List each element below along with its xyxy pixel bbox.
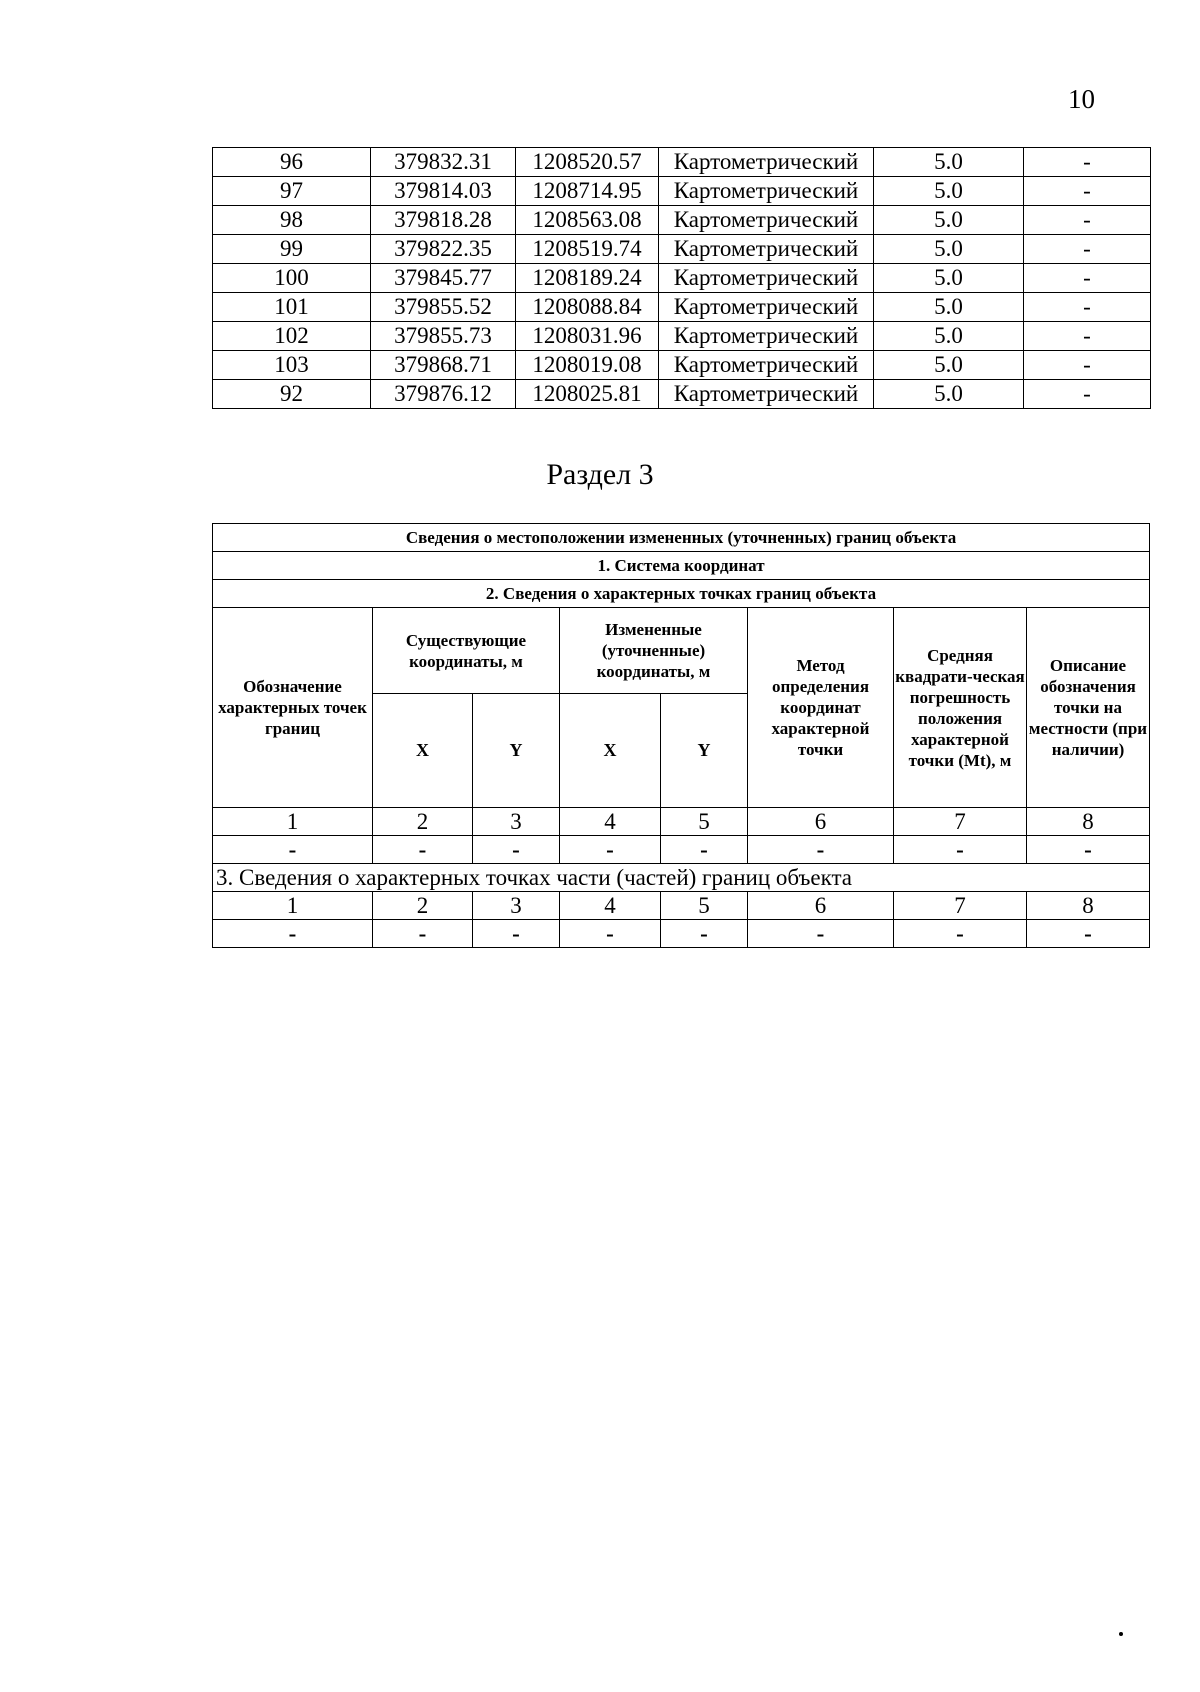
accuracy-cell: 5.0: [874, 380, 1024, 409]
coord-x-cell: 379855.52: [371, 293, 516, 322]
empty-cell: -: [748, 920, 894, 948]
description-cell: -: [1024, 177, 1151, 206]
empty-cell: -: [213, 836, 373, 864]
empty-cell: -: [473, 920, 560, 948]
column-number: 4: [560, 892, 661, 920]
header-existing-x: X: [373, 694, 473, 808]
point-number-cell: 99: [213, 235, 371, 264]
coord-x-cell: 379822.35: [371, 235, 516, 264]
point-row: [213, 264, 1151, 293]
empty-cell: -: [1027, 920, 1150, 948]
column-number: 8: [1027, 892, 1150, 920]
point-row: [213, 235, 1151, 264]
point-row: [213, 380, 1151, 409]
point-row: [213, 177, 1151, 206]
coord-x-cell: 379868.71: [371, 351, 516, 380]
coord-y-cell: 1208088.84: [516, 293, 659, 322]
point-number-cell: 102: [213, 322, 371, 351]
accuracy-cell: 5.0: [874, 148, 1024, 177]
column-number: 6: [748, 892, 894, 920]
accuracy-cell: 5.0: [874, 235, 1024, 264]
coord-x-cell: 379876.12: [371, 380, 516, 409]
point-row: [213, 351, 1151, 380]
method-cell: Картометрический: [659, 235, 874, 264]
empty-cell: -: [894, 920, 1027, 948]
column-number: 2: [373, 808, 473, 836]
point-number-cell: 100: [213, 264, 371, 293]
header-changed-x: X: [560, 694, 661, 808]
coord-y-cell: 1208025.81: [516, 380, 659, 409]
coord-y-cell: 1208714.95: [516, 177, 659, 206]
empty-cell: -: [473, 836, 560, 864]
column-number: 7: [894, 892, 1027, 920]
accuracy-cell: 5.0: [874, 293, 1024, 322]
description-cell: -: [1024, 206, 1151, 235]
description-cell: -: [1024, 148, 1151, 177]
column-numbers-row: [213, 808, 1150, 836]
column-number: 1: [213, 808, 373, 836]
section3-table: [212, 523, 1150, 948]
column-number: 3: [473, 808, 560, 836]
coord-x-cell: 379832.31: [371, 148, 516, 177]
accuracy-cell: 5.0: [874, 206, 1024, 235]
header-description: Описание обозначения точки на местности (при наличии): [1027, 608, 1150, 808]
coord-y-cell: 1208189.24: [516, 264, 659, 293]
empty-cell: -: [748, 836, 894, 864]
column-number: 7: [894, 808, 1027, 836]
empty-cell: -: [661, 836, 748, 864]
coord-x-cell: 379818.28: [371, 206, 516, 235]
description-cell: -: [1024, 235, 1151, 264]
point-number-cell: 96: [213, 148, 371, 177]
description-cell: -: [1024, 293, 1151, 322]
method-cell: Картометрический: [659, 293, 874, 322]
part-points-heading: 3. Сведения о характерных точках части (частей) границ объекта: [213, 864, 1150, 892]
empty-cell: -: [213, 920, 373, 948]
empty-cell: -: [560, 836, 661, 864]
empty-row: [213, 920, 1150, 948]
description-cell: -: [1024, 264, 1151, 293]
point-number-cell: 103: [213, 351, 371, 380]
page-number: 10: [1068, 84, 1095, 114]
coord-x-cell: 379814.03: [371, 177, 516, 206]
point-number-cell: 92: [213, 380, 371, 409]
method-cell: Картометрический: [659, 264, 874, 293]
column-numbers-row: [213, 892, 1150, 920]
accuracy-cell: 5.0: [874, 322, 1024, 351]
method-cell: Картометрический: [659, 148, 874, 177]
accuracy-cell: 5.0: [874, 351, 1024, 380]
section-title: Раздел 3: [546, 458, 654, 491]
accuracy-cell: 5.0: [874, 264, 1024, 293]
header-error: Средняя квадрати-ческая погрешность положения характерной точки (Mt), м: [894, 608, 1027, 808]
empty-cell: -: [373, 920, 473, 948]
points-table: [212, 147, 1151, 409]
coord-system-heading: 1. Система координат: [213, 552, 1150, 580]
column-number: 6: [748, 808, 894, 836]
coord-y-cell: 1208031.96: [516, 322, 659, 351]
header-changed-y: Y: [661, 694, 748, 808]
header-existing-y: Y: [473, 694, 560, 808]
empty-cell: -: [661, 920, 748, 948]
point-row: [213, 293, 1151, 322]
header-existing-coords: Существующие координаты, м: [373, 608, 560, 694]
method-cell: Картометрический: [659, 380, 874, 409]
empty-cell: -: [894, 836, 1027, 864]
coord-y-cell: 1208563.08: [516, 206, 659, 235]
accuracy-cell: 5.0: [874, 177, 1024, 206]
boundary-points-heading: 2. Сведения о характерных точках границ объекта: [213, 580, 1150, 608]
scan-speck: [1119, 1632, 1123, 1636]
column-number: 3: [473, 892, 560, 920]
empty-row: [213, 836, 1150, 864]
column-number: 5: [661, 808, 748, 836]
coord-y-cell: 1208019.08: [516, 351, 659, 380]
column-number: 5: [661, 892, 748, 920]
header-changed-coords: Измененные (уточненные) координаты, м: [560, 608, 748, 694]
method-cell: Картометрический: [659, 177, 874, 206]
coord-y-cell: 1208520.57: [516, 148, 659, 177]
coord-x-cell: 379845.77: [371, 264, 516, 293]
point-row: [213, 148, 1151, 177]
point-number-cell: 101: [213, 293, 371, 322]
empty-cell: -: [560, 920, 661, 948]
column-number: 2: [373, 892, 473, 920]
empty-cell: -: [373, 836, 473, 864]
column-number: 1: [213, 892, 373, 920]
section3-title: Сведения о местоположении измененных (уточненных) границ объекта: [213, 524, 1150, 552]
point-row: [213, 322, 1151, 351]
description-cell: -: [1024, 351, 1151, 380]
empty-cell: -: [1027, 836, 1150, 864]
description-cell: -: [1024, 322, 1151, 351]
point-number-cell: 97: [213, 177, 371, 206]
method-cell: Картометрический: [659, 206, 874, 235]
method-cell: Картометрический: [659, 351, 874, 380]
column-number: 4: [560, 808, 661, 836]
column-number: 8: [1027, 808, 1150, 836]
point-number-cell: 98: [213, 206, 371, 235]
coord-x-cell: 379855.73: [371, 322, 516, 351]
method-cell: Картометрический: [659, 322, 874, 351]
point-row: [213, 206, 1151, 235]
header-method: Метод определения координат характерной точки: [748, 608, 894, 808]
description-cell: -: [1024, 380, 1151, 409]
coord-y-cell: 1208519.74: [516, 235, 659, 264]
header-designation: Обозначение характерных точек границ: [213, 608, 373, 808]
